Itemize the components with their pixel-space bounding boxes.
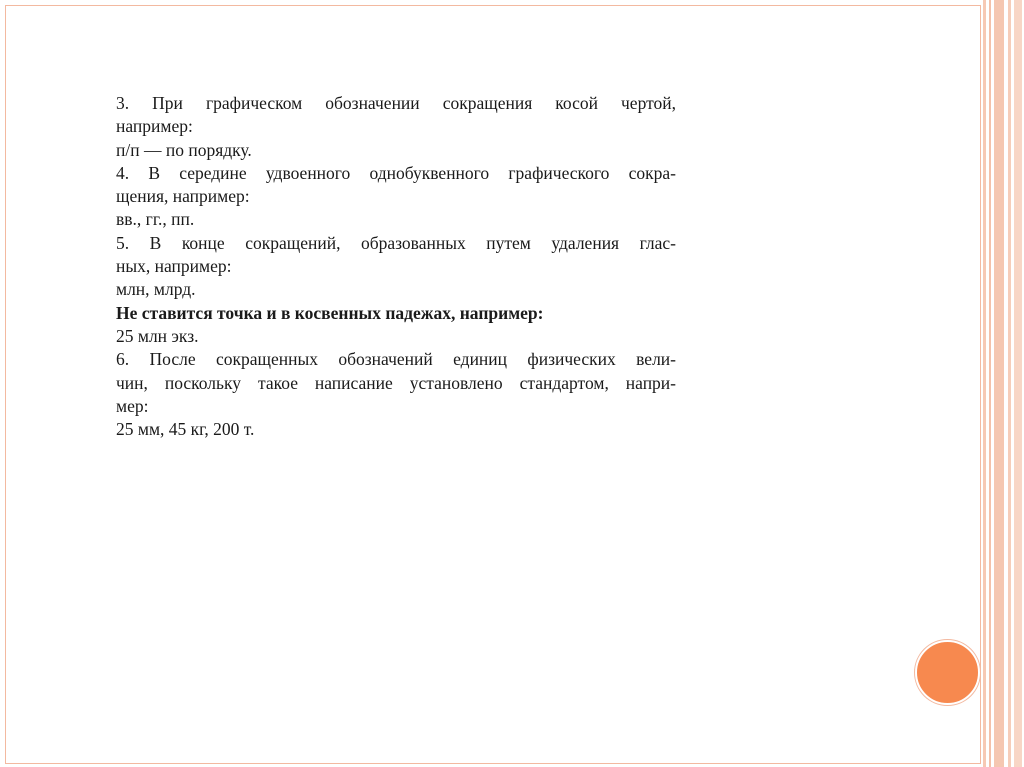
text-line: ных, например: (116, 256, 232, 277)
decorative-stripe (994, 0, 1004, 767)
text-line: чин, поскольку такое написание установлено стандартом, напри- (116, 372, 676, 393)
decorative-stripe (1014, 0, 1022, 767)
text-line: 25 млн экз. (116, 325, 199, 346)
text-line: вв., гг., пп. (116, 209, 195, 230)
text-line-bold: Не ставится точка и в косвенных падежах, например: (116, 302, 544, 323)
text-line: мер: (116, 395, 149, 416)
decorative-stripe (989, 0, 991, 767)
text-line: 4. В середине удвоенного однобуквенного графического сокра- (116, 162, 676, 183)
decorative-stripe (983, 0, 986, 767)
text-line: например: (116, 116, 193, 137)
text-line: 3. При графическом обозначении сокращения косой чертой, (116, 93, 676, 113)
decorative-stripe (1008, 0, 1011, 767)
slide-text (116, 92, 676, 441)
text-line: 25 мм, 45 кг, 200 т. (116, 419, 255, 440)
text-line: щения, например: (116, 186, 250, 207)
decorative-circle-icon (915, 640, 980, 705)
text-line: п/п — по порядку. (116, 139, 252, 160)
text-line: 5. В конце сокращений, образованных путем удаления глас- (116, 232, 676, 253)
text-line: 6. После сокращенных обозначений единиц физических вели- (116, 349, 676, 370)
text-line: млн, млрд. (116, 279, 196, 300)
